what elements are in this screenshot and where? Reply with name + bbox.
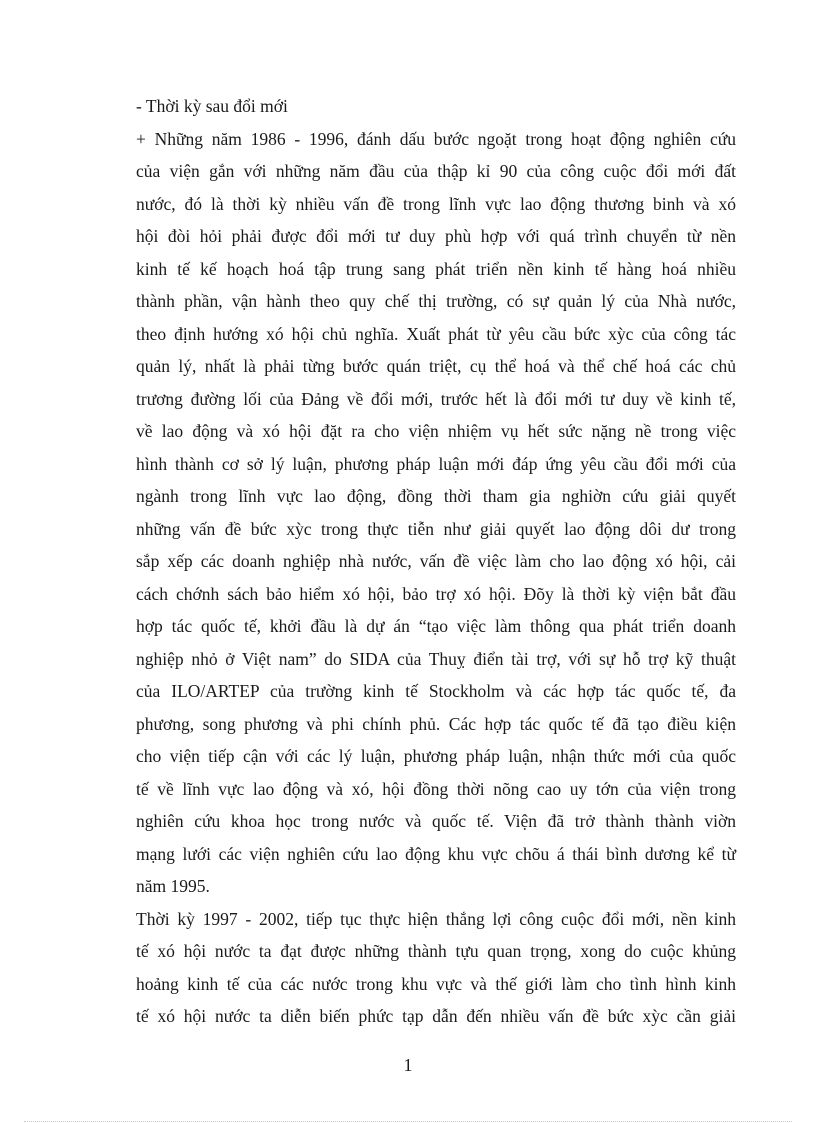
paragraph-line: cho viện tiếp cận với các lý luận, phương pháp luận, nhận thức mới của quốc: [136, 746, 736, 766]
paragraph-line: trương đường lối của Đảng về đổi mới, trước hết là đổi mới tư duy về kinh tế,: [136, 389, 736, 409]
paragraph-line: hợp tác quốc tế, khởi đầu là dự án “tạo việc làm thông qua phát triển doanh: [136, 616, 736, 636]
page-edge-divider: [24, 1121, 792, 1122]
paragraph-line: tế về lĩnh vực lao động và xó, hội đồng thời nõng cao uy tớn của viện trong: [136, 779, 736, 799]
paragraph-line: nước, đó là thời kỳ nhiều vấn đề trong lĩnh vực lao động thương binh và xó: [136, 194, 736, 214]
page-number: 1: [403, 1055, 413, 1075]
paragraph-line: cách chớnh sách bảo hiểm xó hội, bảo trợ xó hội. Đõy là thời kỳ viện bắt đầu: [136, 584, 736, 604]
paragraph-line: về lao động và xó hội đặt ra cho viện nhiệm vụ hết sức nặng nề trong việc: [136, 421, 736, 441]
paragraph-line: sắp xếp các doanh nghiệp nhà nước, vấn đề việc làm cho lao động xó hội, cải: [136, 551, 736, 571]
paragraph-line: quản lý, nhất là phải từng bước quán triệt, cụ thể hoá và thể chế hoá các chủ: [136, 356, 736, 376]
paragraph-line: những vấn đề bức xỳc trong thực tiễn như giải quyết lao động dôi dư trong: [136, 519, 736, 539]
paragraph-line: nghiệp nhỏ ở Việt nam” do SIDA của Thuỵ điển tài trợ, với sự hỗ trợ kỹ thuật: [136, 649, 736, 669]
paragraph-line: tế xó hội nước ta diễn biến phức tạp dẫn đến nhiều vấn đề bức xỳc cần giải: [136, 1006, 736, 1026]
paragraph-line: hình thành cơ sở lý luận, phương pháp luận mới đáp ứng yêu cầu đổi mới của: [136, 454, 736, 474]
paragraph-line: + Những năm 1986 - 1996, đánh dấu bước ngoặt trong hoạt động nghiên cứu: [136, 129, 736, 149]
paragraph-line: hoảng kinh tế của các nước trong khu vực và thế giới làm cho tình hình kinh: [136, 974, 736, 994]
paragraph-line: nghiên cứu khoa học trong nước và quốc tế. Viện đã trở thành thành viờn: [136, 811, 736, 831]
paragraph-line: hội đòi hỏi phải được đổi mới tư duy phù hợp với quá trình chuyển từ nền: [136, 226, 736, 246]
paragraph-line: của viện gắn với những năm đầu của thập kỉ 90 của công cuộc đổi mới đất: [136, 161, 736, 181]
paragraph-line: kinh tế kế hoạch hoá tập trung sang phát triển nền kinh tế hàng hoá nhiều: [136, 259, 736, 279]
paragraph-line: phương, song phương và phi chính phủ. Các hợp tác quốc tế đã tạo điều kiện: [136, 714, 736, 734]
paragraph-line: mạng lưới các viện nghiên cứu lao động khu vực chõu á thái bình dương kể từ: [136, 844, 736, 864]
paragraph-line: thành phần, vận hành theo quy chế thị trường, có sự quản lý của Nhà nước,: [136, 291, 736, 311]
paragraph-line: năm 1995.: [136, 876, 210, 896]
paragraph-line: của ILO/ARTEP của trường kinh tế Stockholm và các hợp tác quốc tế, đa: [136, 681, 736, 701]
paragraph-line: theo định hướng xó hội chủ nghĩa. Xuất phát từ yêu cầu bức xỳc của công tác: [136, 324, 736, 344]
paragraph-line: ngành trong lĩnh vực lao động, đồng thời tham gia nghiờn cứu giải quyết: [136, 486, 736, 506]
paragraph-line: Thời kỳ 1997 - 2002, tiếp tục thực hiện thắng lợi công cuộc đổi mới, nền kinh: [136, 909, 736, 929]
section-heading: - Thời kỳ sau đổi mới: [136, 96, 288, 116]
paragraph-line: tế xó hội nước ta đạt được những thành tựu quan trọng, xong do cuộc khủng: [136, 941, 736, 961]
